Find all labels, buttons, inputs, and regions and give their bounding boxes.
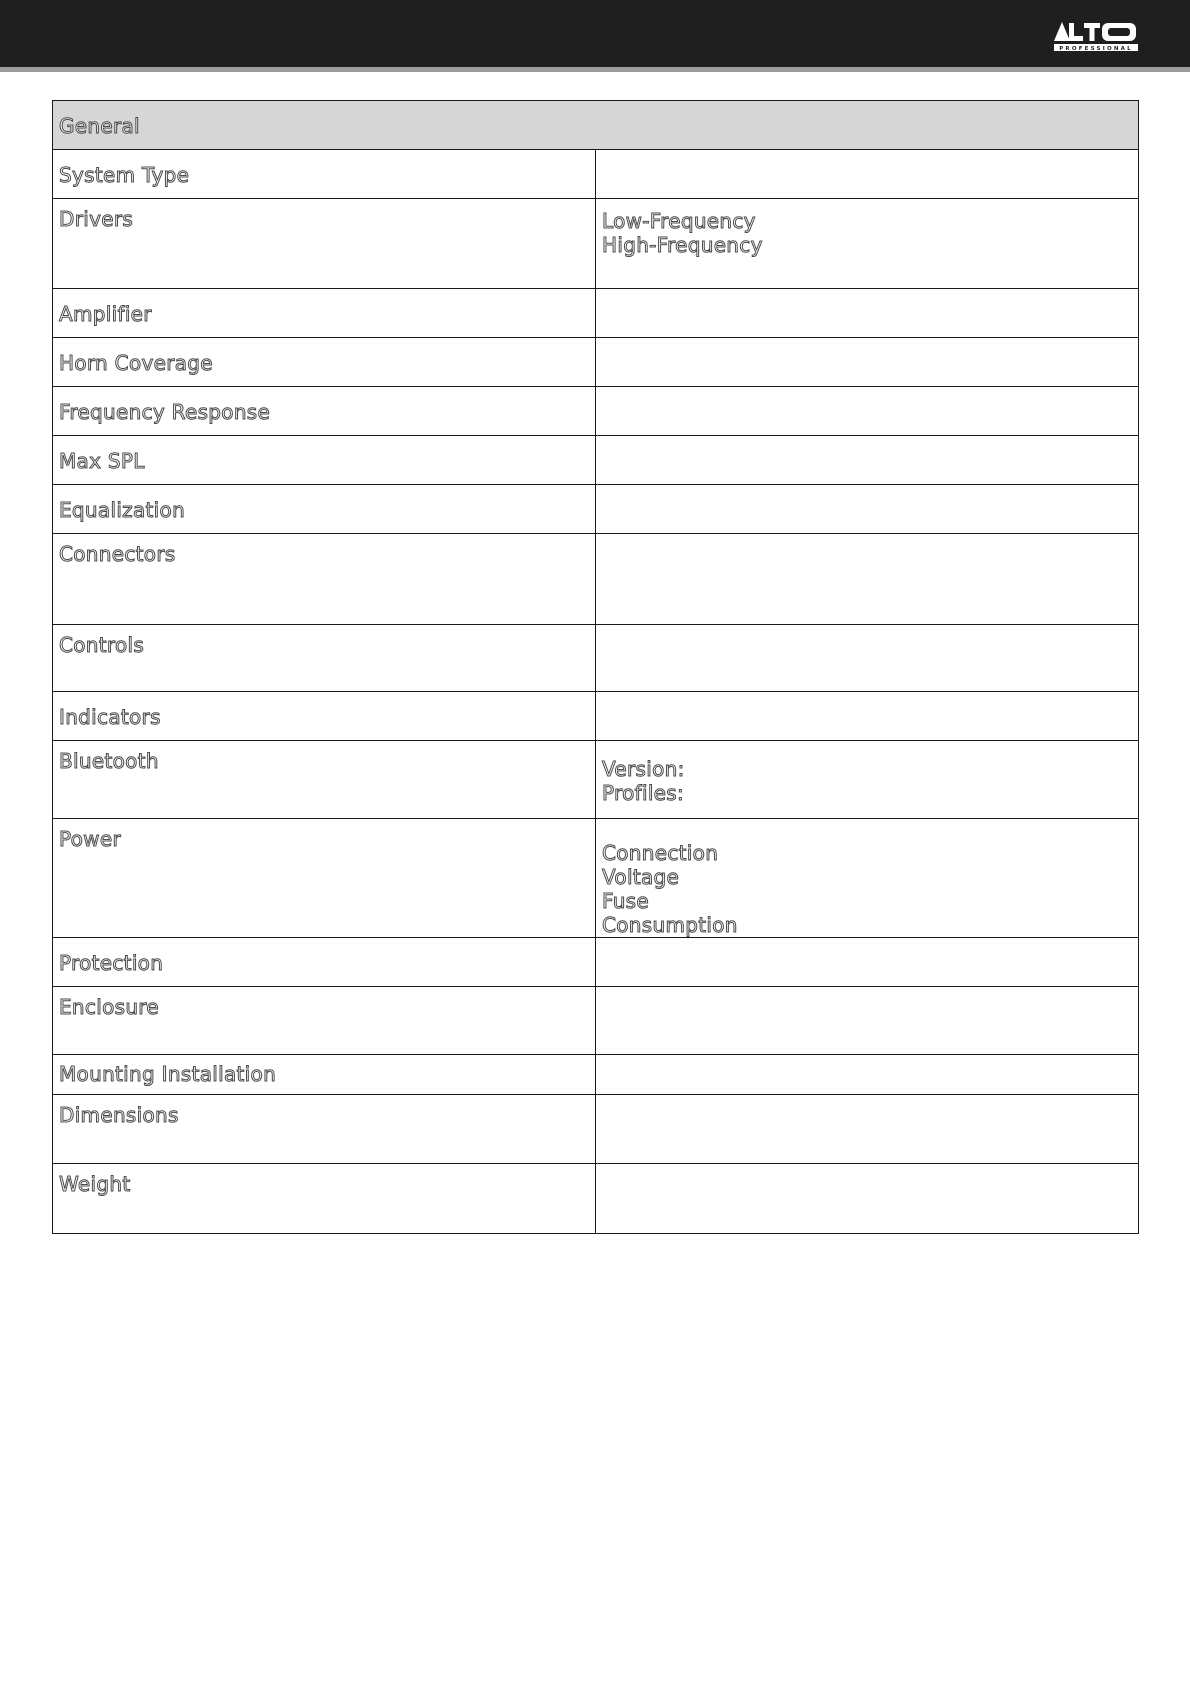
table-row xyxy=(53,938,1139,987)
row-label: Enclosure xyxy=(53,987,596,1055)
row-value xyxy=(596,1095,1139,1164)
row-value xyxy=(596,436,1139,485)
row-value xyxy=(596,819,1139,938)
value-line: Voltage xyxy=(602,865,680,889)
row-value xyxy=(596,1164,1139,1234)
specs-table xyxy=(52,100,1139,1234)
value-line: Low-Frequency xyxy=(602,209,756,233)
row-label: Controls xyxy=(53,625,596,692)
value-line: Consumption xyxy=(602,913,738,937)
row-label: Mounting Installation xyxy=(53,1055,596,1095)
row-value xyxy=(596,338,1139,387)
row-label: Drivers xyxy=(53,199,596,289)
row-value xyxy=(596,534,1139,625)
table-row xyxy=(53,289,1139,338)
table-section-header xyxy=(53,101,1139,150)
table-row xyxy=(53,625,1139,692)
row-label: Equalization xyxy=(53,485,596,534)
section-title: General xyxy=(53,101,1139,150)
table-row xyxy=(53,436,1139,485)
table-row xyxy=(53,741,1139,819)
logo-subtitle: PROFESSIONAL xyxy=(1059,46,1133,52)
table-row xyxy=(53,199,1139,289)
table-row xyxy=(53,387,1139,436)
value-line: Profiles: xyxy=(602,781,685,805)
row-value xyxy=(596,692,1139,741)
value-line: Fuse xyxy=(602,889,650,913)
row-label: Frequency Response xyxy=(53,387,596,436)
table-row xyxy=(53,338,1139,387)
value-line: Version: xyxy=(602,757,685,781)
table-row xyxy=(53,485,1139,534)
row-value xyxy=(596,199,1139,289)
row-label: Protection xyxy=(53,938,596,987)
row-label: Indicators xyxy=(53,692,596,741)
row-label: Connectors xyxy=(53,534,596,625)
row-label: Weight xyxy=(53,1164,596,1234)
row-label: Bluetooth xyxy=(53,741,596,819)
header-bar xyxy=(0,0,1190,72)
row-label: System Type xyxy=(53,150,596,199)
row-label: Amplifier xyxy=(53,289,596,338)
row-value xyxy=(596,289,1139,338)
row-value xyxy=(596,150,1139,199)
row-label: Power xyxy=(53,819,596,938)
row-value xyxy=(596,987,1139,1055)
table-row xyxy=(53,819,1139,938)
table-row xyxy=(53,1095,1139,1164)
value-line: Connection xyxy=(602,841,719,865)
row-value xyxy=(596,1055,1139,1095)
table-row xyxy=(53,150,1139,199)
row-label: Horn Coverage xyxy=(53,338,596,387)
row-value xyxy=(596,625,1139,692)
value-line: High-Frequency xyxy=(602,233,763,257)
row-label: Max SPL xyxy=(53,436,596,485)
row-value xyxy=(596,938,1139,987)
row-label: Dimensions xyxy=(53,1095,596,1164)
row-value xyxy=(596,485,1139,534)
table-row xyxy=(53,692,1139,741)
alto-professional-logo xyxy=(1054,20,1138,52)
table-row xyxy=(53,1055,1139,1095)
table-row xyxy=(53,534,1139,625)
table-row xyxy=(53,1164,1139,1234)
table-row xyxy=(53,987,1139,1055)
row-value xyxy=(596,741,1139,819)
row-value xyxy=(596,387,1139,436)
